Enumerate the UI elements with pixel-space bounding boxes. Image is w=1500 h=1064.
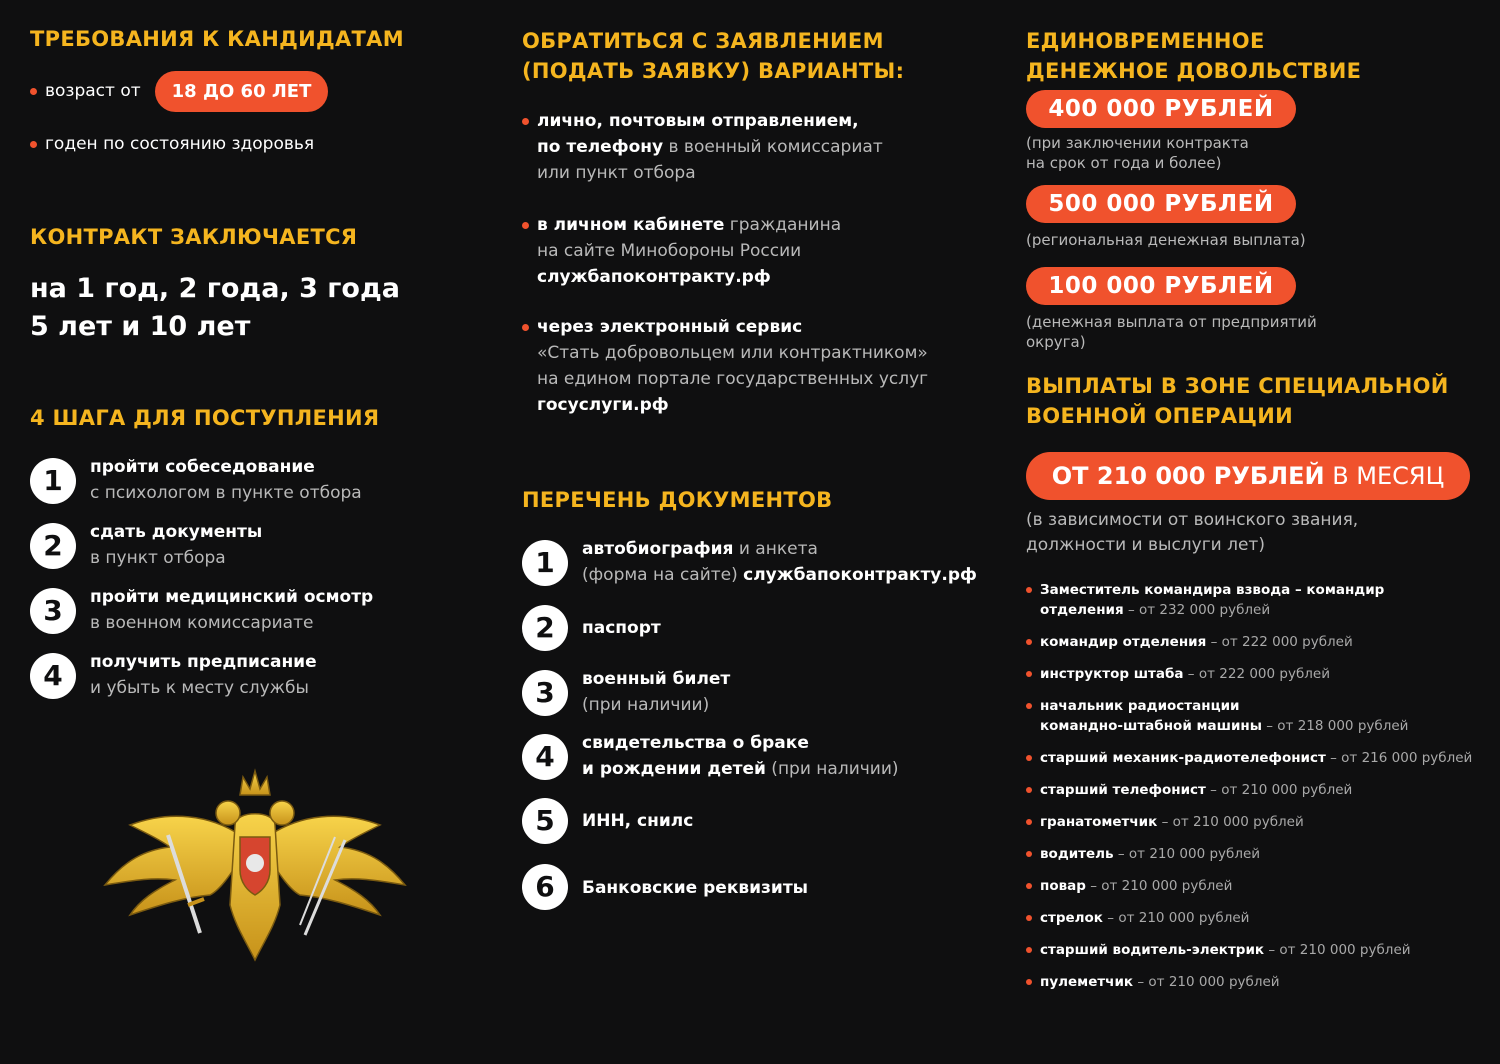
apply-option-1-phone: по телефону [537,137,664,157]
apply-option-3-line-2: «Стать добровольцем или контрактником» [537,343,928,363]
step-number-4: 4 [30,653,76,699]
position-pay: – от 232 000 рублей [1123,602,1271,618]
payment-3-note-line-1: (денежная выплата от предприятий [1026,313,1317,331]
column-apply [480,0,1010,1064]
position-name: гранатометчик [1040,814,1158,830]
apply-option-3 [522,314,928,418]
doc-6-title: Банковские реквизиты [582,878,809,898]
doc-4-title: свидетельства о браке [582,733,809,753]
apply-option-3-site: госуслуги.рф [537,395,669,415]
payment-pill-2: 500 000 РУБЛЕЙ [1026,185,1296,223]
bullet-dot-icon [1026,755,1032,761]
monthly-amount: ОТ 210 000 РУБЛЕЙ [1051,462,1325,490]
bullet-dot-icon [1026,819,1032,825]
bullet-dot-icon [1026,787,1032,793]
monthly-period: В МЕСЯЦ [1324,462,1445,490]
bullet-dot-icon [30,141,37,148]
step-1-title: пройти собеседование [90,457,315,477]
position-name: старший механик-радиотелефонист [1040,750,1326,766]
position-name: пулеметчик [1040,974,1134,990]
step-2 [90,519,262,571]
position-pay: – от 210 000 рублей [1102,910,1250,926]
list-item [1026,972,1280,992]
requirements-title: ТРЕБОВАНИЯ К КАНДИДАТАМ [30,27,404,51]
list-item [1026,632,1353,652]
doc-1-rest: и анкета [733,539,818,559]
bullet-dot-icon [1026,851,1032,857]
bullet-dot-icon [522,222,529,229]
step-number-3: 3 [30,588,76,634]
list-item [1026,580,1384,620]
doc-4-children: и рождении детей [582,759,766,779]
position-pay: – от 210 000 рублей [1157,814,1304,830]
position-name-cont: командно-штабной машины [1040,718,1262,734]
list-item [1026,812,1304,832]
apply-option-1-line-2: в военный комиссариат [663,137,883,157]
position-pay: – от 222 000 рублей [1183,666,1330,682]
bullet-dot-icon [1026,947,1032,953]
position-pay: – от 210 000 рублей [1133,974,1280,990]
payment-pill-1: 400 000 РУБЛЕЙ [1026,90,1296,128]
position-name: повар [1040,878,1086,894]
zone-title-line-1: ВЫПЛАТЫ В ЗОНЕ СПЕЦИАЛЬНОЙ [1026,374,1449,398]
doc-number-1: 1 [522,540,568,586]
list-item [1026,844,1260,864]
apply-option-1-line-1: лично, почтовым отправлением, [537,111,859,131]
position-name: старший телефонист [1040,782,1206,798]
monthly-note-line-1: (в зависимости от воинского звания, [1026,510,1359,530]
apply-option-3-line-1: через электронный сервис [537,317,803,337]
bullet-dot-icon [1026,915,1032,921]
doc-number-2: 2 [522,605,568,651]
position-pay: – от 210 000 рублей [1113,846,1261,862]
apply-title-line-1: ОБРАТИТЬСЯ С ЗАЯВЛЕНИЕМ [522,29,884,53]
contract-line-1: на 1 год, 2 года, 3 года [30,273,400,304]
step-number-1: 1 [30,458,76,504]
positions-list [1026,0,1486,1064]
doc-3-note: (при наличии) [582,695,710,715]
documents-title: ПЕРЕЧЕНЬ ДОКУМЕНТОВ [522,488,833,512]
position-pay: – от 210 000 рублей [1264,942,1411,958]
position-pay: – от 222 000 рублей [1206,634,1353,650]
apply-option-2-line-2: на сайте Минобороны России [537,241,802,261]
position-name: водитель [1040,846,1114,862]
position-pay: – от 210 000 рублей [1205,782,1353,798]
age-row [30,68,328,114]
position-pay: – от 218 000 рублей [1261,718,1409,734]
step-number-2: 2 [30,523,76,569]
doc-3-title: военный билет [582,669,731,689]
position-name: начальник радиостанции [1040,698,1240,714]
step-3 [90,584,373,636]
position-pay: – от 210 000 рублей [1085,878,1233,894]
position-name: Заместитель командира взвода – командир [1040,582,1385,598]
list-item [1026,780,1352,800]
doc-number-4: 4 [522,734,568,780]
apply-option-1-line-3: или пункт отбора [537,163,696,183]
step-1 [90,454,362,506]
age-label: возраст от [45,81,141,101]
step-3-detail: в военном комиссариате [90,613,314,633]
position-name: инструктор штаба [1040,666,1184,682]
doc-5-title: ИНН, снилс [582,811,694,831]
position-name: старший водитель-электрик [1040,942,1265,958]
bullet-dot-icon [30,88,37,95]
apply-option-2-cabinet: в личном кабинете [537,215,725,235]
step-4-title: получить предписание [90,652,317,672]
lump-sum-title-line-2: ДЕНЕЖНОЕ ДОВОЛЬСТВИЕ [1026,59,1362,83]
payment-1-note-line-1: (при заключении контракта [1026,134,1249,152]
apply-option-2-site: службапоконтракту.рф [537,267,771,287]
doc-number-5: 5 [522,798,568,844]
bullet-dot-icon [1026,883,1032,889]
bullet-dot-icon [522,118,529,125]
step-4 [90,649,317,701]
doc-1-site: службапоконтракту.рф [743,565,977,585]
list-item [1026,876,1232,896]
position-name: командир отделения [1040,634,1207,650]
apply-option-1 [522,108,883,186]
list-item [1026,940,1411,960]
payment-2-note: (региональная денежная выплата) [1026,231,1306,249]
apply-title-line-2: (ПОДАТЬ ЗАЯВКУ) ВАРИАНТЫ: [522,59,905,83]
doc-1 [582,536,977,588]
list-item [1026,908,1249,928]
health-row [30,131,314,157]
double-headed-eagle-emblem-icon [100,765,410,965]
contract-title: КОНТРАКТ ЗАКЛЮЧАЕТСЯ [30,225,358,249]
contract-line-2: 5 лет и 10 лет [30,311,251,342]
payment-pill-3: 100 000 РУБЛЕЙ [1026,267,1296,305]
payment-1-note-line-2: на срок от года и более) [1026,154,1222,172]
step-3-title: пройти медицинский осмотр [90,587,374,607]
apply-option-2-citizen: гражданина [724,215,842,235]
doc-number-3: 3 [522,670,568,716]
apply-option-3-line-3: на едином портале государственных услуг [537,369,929,389]
lump-sum-title-line-1: ЕДИНОВРЕМЕННОЕ [1026,29,1265,53]
bullet-dot-icon [522,324,529,331]
position-pay: – от 216 000 рублей [1325,750,1473,766]
doc-3 [582,666,730,718]
list-item [1026,696,1408,736]
column-requirements [0,0,480,1064]
bullet-dot-icon [1026,979,1032,985]
apply-option-2 [522,212,841,290]
bullet-dot-icon [1026,639,1032,645]
step-1-detail: с психологом в пункте отбора [90,483,362,503]
step-2-detail: в пункт отбора [90,548,226,568]
bullet-dot-icon [1026,671,1032,677]
list-item [1026,664,1330,684]
doc-1-title: автобиография [582,539,734,559]
list-item [1026,748,1472,768]
position-name-cont: отделения [1040,602,1124,618]
position-name: стрелок [1040,910,1103,926]
step-2-title: сдать документы [90,522,263,542]
payment-3-note-line-2: округа) [1026,333,1086,351]
doc-4-note: (при наличии) [765,759,899,779]
doc-2-title: паспорт [582,618,661,638]
doc-4 [582,730,899,782]
monthly-note-line-2: должности и выслуги лет) [1026,535,1265,555]
zone-title-line-2: ВОЕННОЙ ОПЕРАЦИИ [1026,404,1293,428]
bullet-dot-icon [1026,587,1032,593]
doc-1-form: (форма на сайте) [582,565,744,585]
step-4-detail: и убыть к месту службы [90,678,309,698]
bullet-dot-icon [1026,703,1032,709]
doc-number-6: 6 [522,864,568,910]
age-pill: 18 ДО 60 ЛЕТ [155,71,329,112]
health-text: годен по состоянию здоровья [45,134,315,154]
steps-title: 4 ШАГА ДЛЯ ПОСТУПЛЕНИЯ [30,406,380,430]
